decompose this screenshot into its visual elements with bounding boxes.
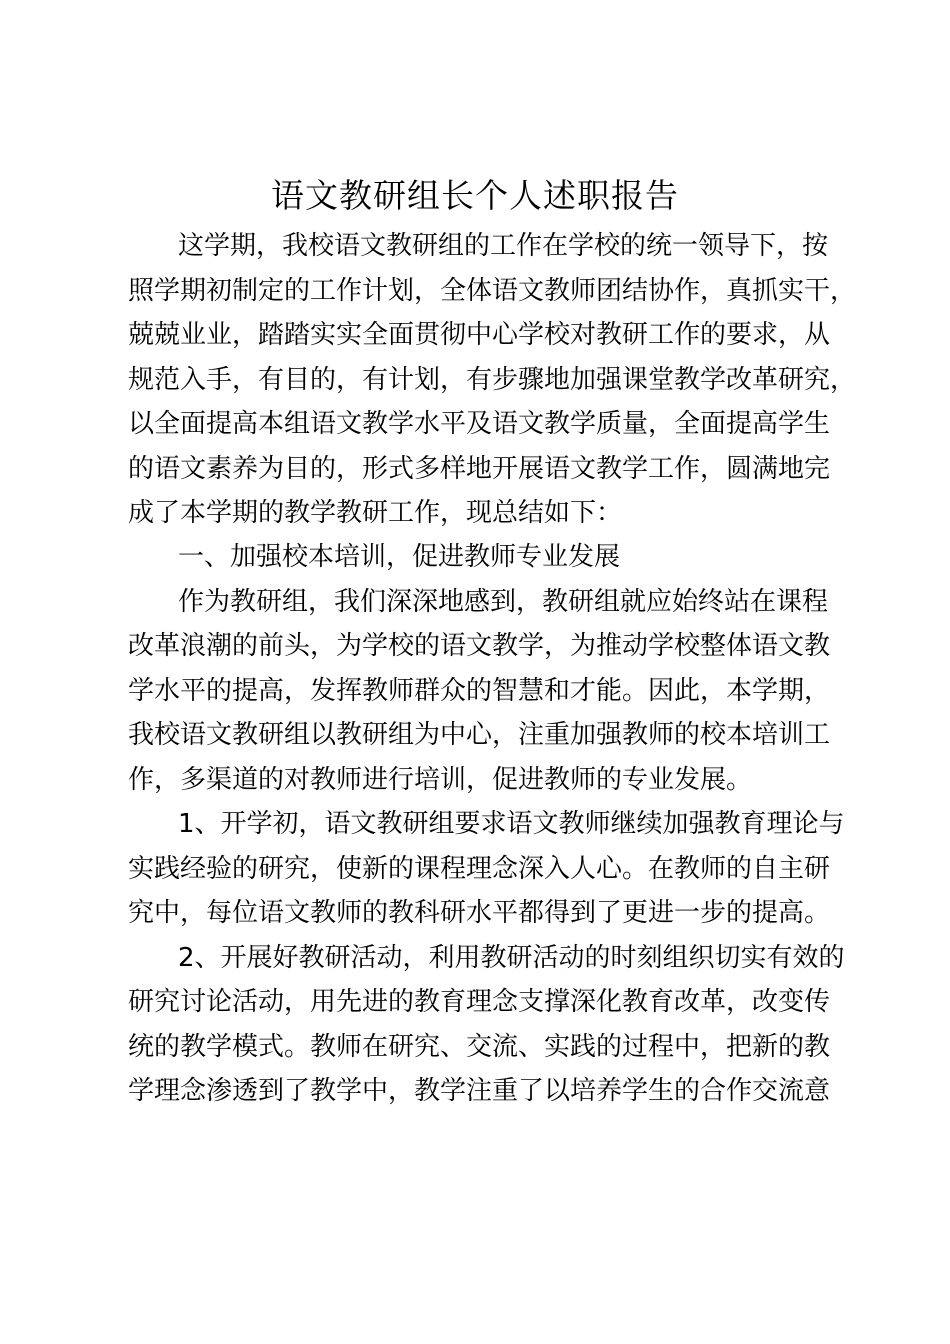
paragraph-line: 以全面提高本组语文教学水平及语文教学质量，全面提高学生 — [128, 409, 831, 439]
paragraph-line: 的语文素养为目的，形式多样地开展语文教学工作，圆满地完 — [128, 454, 831, 484]
paragraph-line: 成了本学期的教学教研工作，现总结如下： — [128, 498, 623, 528]
paragraph-line: 1、开学初，语文教研组要求语文教师继续加强教育理论与 — [178, 809, 845, 839]
paragraph-line: 作为教研组，我们深深地感到，教研组就应始终站在课程 — [178, 587, 829, 617]
paragraph-line: 这学期，我校语文教研组的工作在学校的统一领导下，按 — [178, 231, 829, 261]
paragraph-line: 研究讨论活动，用先进的教育理念支撑深化教育改革，改变传 — [128, 987, 831, 1017]
paragraph-line: 学理念渗透到了教学中，教学注重了以培养学生的合作交流意 — [128, 1076, 831, 1106]
paragraph-line: 究中，每位语文教师的教科研水平都得到了更进一步的提高。 — [128, 898, 831, 928]
document-title: 语文教研组长个人述职报告 — [271, 176, 679, 215]
section-heading: 一、加强校本培训，促进教师专业发展 — [178, 542, 621, 572]
paragraph-line: 实践经验的研究，使新的课程理念深入人心。在教师的自主研 — [128, 854, 831, 884]
paragraph-line: 我校语文教研组以教研组为中心，注重加强教师的校本培训工 — [128, 720, 831, 750]
paragraph-line: 2、开展好教研活动，利用教研活动的时刻组织切实有效的 — [178, 943, 845, 973]
paragraph-line: 作，多渠道的对教师进行培训，促进教师的专业发展。 — [128, 765, 753, 795]
paragraph-line: 改革浪潮的前头，为学校的语文教学，为推动学校整体语文教 — [128, 631, 831, 661]
paragraph-line: 学水平的提高，发挥教师群众的智慧和才能。因此，本学期， — [128, 676, 831, 706]
paragraph-line: 照学期初制定的工作计划，全体语文教师团结协作，真抓实干， — [128, 276, 857, 306]
paragraph-line: 兢兢业业，踏踏实实全面贯彻中心学校对教研工作的要求，从 — [128, 320, 831, 350]
paragraph-line: 统的教学模式。教师在研究、交流、实践的过程中，把新的教 — [128, 1032, 831, 1062]
paragraph-line: 规范入手，有目的，有计划，有步骤地加强课堂教学改革研究， — [128, 365, 857, 395]
